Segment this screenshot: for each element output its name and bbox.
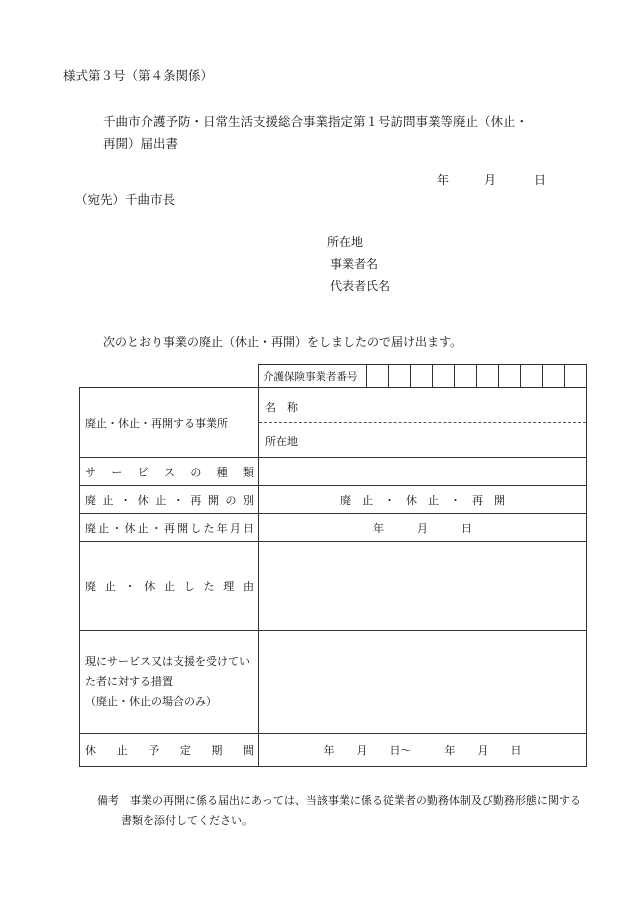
insurance-number-digit-8[interactable]: [521, 365, 543, 387]
applicant-business-name-label: 事業者名: [330, 257, 379, 271]
remark-line1: 備考 事業の再開に係る届出にあっては、当該事業に係る従業者の勤務体制及び勤務形態に関する: [97, 794, 581, 807]
measures-label-line3: （廃止・休止の場合のみ）: [85, 695, 217, 708]
applicant-location-label: 所在地: [327, 235, 364, 249]
insurance-number-digit-6[interactable]: [477, 365, 499, 387]
date-year-label: 年: [437, 173, 450, 187]
measures-field[interactable]: [259, 631, 587, 734]
period-label-cell: [80, 734, 259, 767]
office-address-label: 所在地: [265, 435, 298, 448]
period-field[interactable]: [259, 734, 587, 767]
date-value: 年 月 日: [373, 521, 472, 535]
category-field[interactable]: [259, 486, 587, 514]
insurance-number-row: [259, 365, 587, 388]
office-label: 廃止・休止・再開する事業所: [80, 388, 259, 458]
insurance-number-digit-10[interactable]: [565, 365, 586, 387]
service-type-label: サービスの種類: [85, 465, 254, 479]
addressee: （宛先）千曲市長: [75, 192, 176, 207]
reason-label-cell: [80, 542, 259, 631]
insurance-number-digit-2[interactable]: [389, 365, 411, 387]
insurance-number-digit-7[interactable]: [499, 365, 521, 387]
insurance-number-digit-3[interactable]: [411, 365, 433, 387]
date-month-label: 月: [484, 173, 497, 187]
date-label: 廃止・休止・再開した年月日: [85, 521, 254, 535]
insurance-number-digit-5[interactable]: [455, 365, 477, 387]
category-value: 廃 止 ・ 休 止 ・ 再 開: [340, 493, 505, 507]
period-label: 休止予定期間: [85, 744, 254, 757]
insurance-number-digit-4[interactable]: [433, 365, 455, 387]
applicant-representative-label: 代表者氏名: [330, 279, 391, 293]
measures-label-line2: た者に対する措置: [85, 675, 173, 688]
service-type-field[interactable]: [259, 458, 587, 486]
document-title-line1: 千曲市介護予防・日常生活支援総合事業指定第１号訪問事業等廃止（休止・: [103, 114, 529, 129]
date-label-cell: [80, 514, 259, 542]
service-type-label-cell: [80, 458, 259, 486]
measures-label-cell: [80, 631, 259, 734]
date-day-label: 日: [534, 173, 547, 187]
insurance-number-digit-1[interactable]: [367, 365, 389, 387]
category-label: 廃止・休止・再開の別: [85, 493, 254, 507]
form-number: 様式第３号（第４条関係）: [63, 68, 214, 83]
reason-field[interactable]: [259, 542, 587, 631]
category-label-cell: [80, 486, 259, 514]
insurance-number-label: 介護保険事業者番号: [259, 365, 367, 387]
office-field[interactable]: [259, 388, 587, 458]
date-field[interactable]: [259, 514, 587, 542]
insurance-number-digit-9[interactable]: [543, 365, 565, 387]
measures-label-line1: 現にサービス又は支援を受けてい: [85, 655, 250, 668]
lead-text: 次のとおり事業の廃止（休止・再開）をしましたので届け出ます。: [103, 335, 463, 349]
notification-form-table: [79, 364, 587, 767]
reason-label: 廃止・休止した理由: [85, 580, 254, 593]
table-corner-blank: [80, 365, 259, 388]
office-name-label: 名 称: [259, 388, 586, 423]
document-title-line2: 再開）届出書: [103, 136, 179, 151]
remark-line2: 書類を添付してください。: [121, 814, 253, 827]
period-value: 年 月 日～ 年 月 日: [323, 744, 522, 757]
